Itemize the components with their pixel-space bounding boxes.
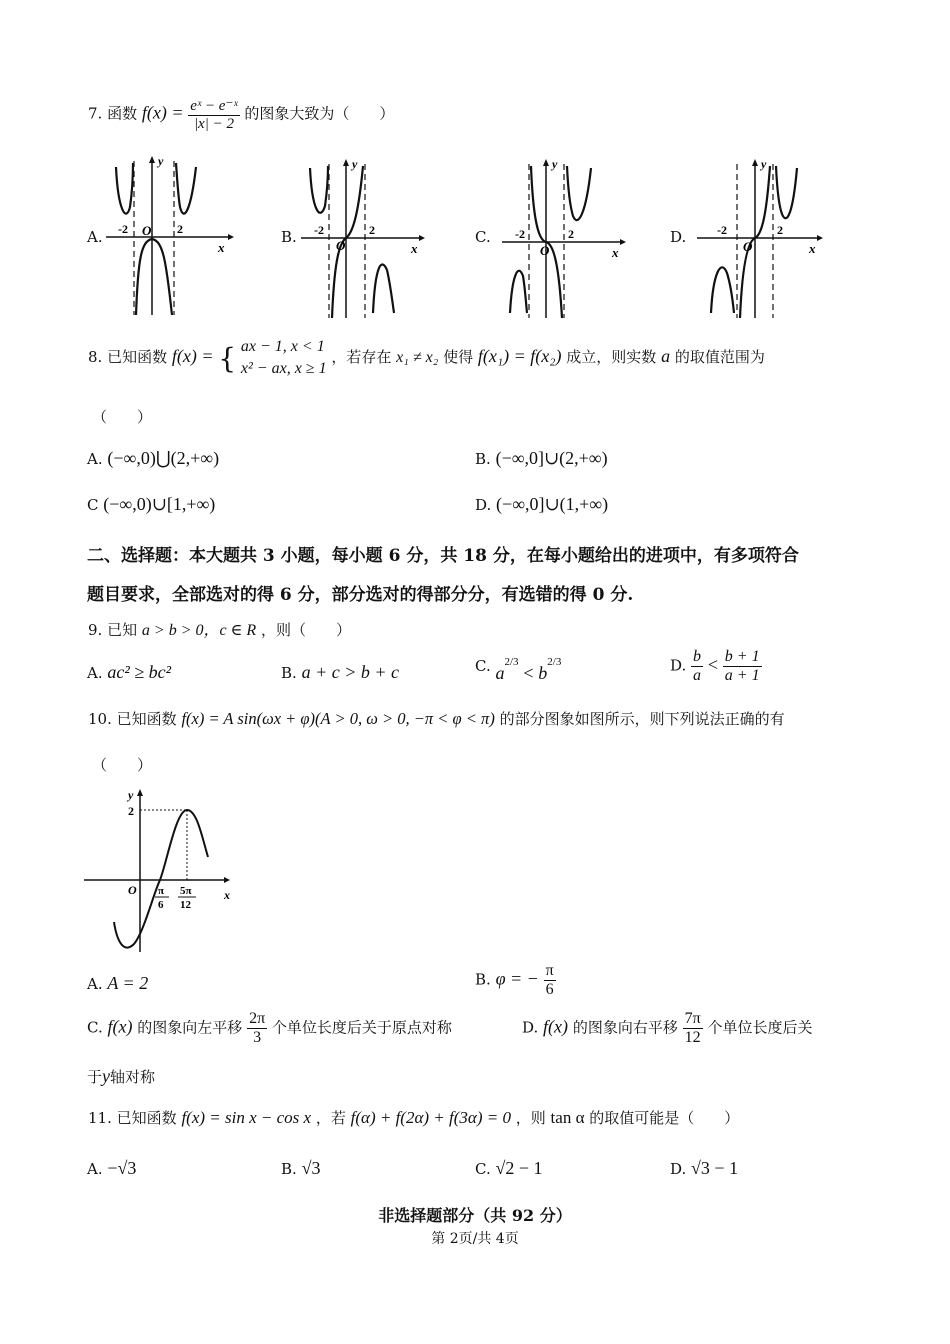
x-axis-arrow	[817, 235, 823, 241]
label-x: x	[224, 888, 230, 902]
q9-option-c[interactable]: C. $a^{2/3} < b^{2/3}$	[475, 656, 562, 683]
label-y: y	[552, 158, 558, 171]
q7-stem: 7. 函数 f(x) = $\frac{\text{eˣ − e⁻ˣ}}{|x| - 2}$ 的图象大致为（ ）	[88, 98, 395, 132]
x-axis-arrow	[228, 234, 234, 240]
label-y: y	[128, 788, 134, 802]
label-pi6-num: π	[158, 885, 165, 897]
curve-right-branch	[176, 163, 196, 214]
q11-stem: 11. 已知函数 f(x) = sin x − cos x ，若 f(α) + f(2α) + f(3α) = 0 ，则 tan α 的取值可能是（ ）	[88, 1108, 740, 1127]
label-x: x	[809, 241, 816, 256]
q7-graph-b	[301, 158, 431, 323]
curve-left-branch	[116, 163, 133, 214]
section2-heading-line2: 题目要求，全部选对的得 6 分，部分选对的得部分分，有选错的得 0 分.	[87, 585, 634, 605]
q8-option-d[interactable]: D. (−∞,0]∪(1,+∞)	[475, 494, 609, 514]
label-y: y	[761, 158, 767, 171]
label-pi6-den: 6	[158, 899, 164, 911]
curve-left-branch	[510, 271, 527, 313]
y-axis-arrow	[543, 159, 549, 166]
q8-number: 8.	[88, 348, 103, 366]
label-x: x	[218, 240, 225, 255]
x-axis-arrow	[224, 877, 230, 883]
y-axis-arrow	[752, 159, 758, 166]
q11-number: 11.	[88, 1109, 112, 1127]
q9-stem: 9. 已知 a > b > 0，c ∈ R ，则（ ）	[88, 621, 352, 639]
label-two: 2	[128, 804, 134, 818]
y-axis-arrow	[149, 156, 155, 163]
section2-heading-line1: 二、选择题：本大题共 3 小题，每小题 6 分，共 18 分，在每小题给出的进项中，有多项符合	[87, 546, 799, 566]
curve-right-branch	[567, 166, 591, 220]
q9-number: 9.	[88, 621, 103, 639]
label-neg2: -2	[118, 222, 128, 236]
q10-option-d[interactable]: D. f(x) 的图象向右平移 $\frac{7\pi}{12}$ 个单位长度后关	[522, 1010, 813, 1046]
q7-lhs: f(x) =	[141, 102, 184, 123]
q9-option-a[interactable]: A. ac² ≥ bc²	[87, 662, 172, 682]
label-neg2: -2	[515, 227, 525, 241]
q10-option-c[interactable]: C. f(x) 的图象向左平移 $\frac{2\pi}{3}$ 个单位长度后关于原点对称	[87, 1010, 452, 1046]
page-number: 第 2页/共 4页	[431, 1231, 519, 1247]
curve-left-branch	[310, 166, 328, 213]
q10-answer-paren: （ ）	[92, 756, 153, 774]
q10-option-a[interactable]: A. A = 2	[87, 973, 149, 993]
label-x: x	[411, 241, 418, 256]
curve-middle-branch	[136, 239, 172, 315]
label-origin: O	[128, 883, 137, 897]
q10-sine-graph	[84, 782, 244, 957]
label-pos2: 2	[777, 223, 783, 237]
q10-option-b[interactable]: B. φ = − $\frac{\pi}{6}$	[475, 962, 554, 998]
q10-number: 10.	[88, 710, 112, 728]
q11-option-a[interactable]: A. −√3	[87, 1158, 137, 1178]
q8-stem: 8. 已知函数 f(x) = { ax − 1, x < 1 x² − ax, x ≥ 1 ，若存在 x₁ ≠ x₂ 使得 f(x₁) = f(x₂) 成立，则实数 a 的取值范围为	[88, 336, 765, 380]
curve-right-branch	[373, 264, 394, 313]
q10-stem: 10. 已知函数 f(x) = A sin(ωx + φ)(A > 0, ω > 0, −π < φ < π) 的部分图象如图所示，则下列说法正确的有	[88, 709, 785, 728]
q9-option-d[interactable]: D. $\frac{b}{a}$ < $\frac{b + 1}{a + 1}$	[670, 648, 760, 684]
label-5pi12-den: 12	[180, 899, 191, 911]
q7-graph-c	[502, 158, 632, 323]
q8-cases: ax − 1, x < 1 x² − ax, x ≥ 1	[240, 338, 327, 377]
x-axis-arrow	[419, 235, 425, 241]
q8-brace: {	[218, 341, 237, 375]
sine-curve	[114, 810, 208, 948]
non-choice-section-title: 非选择题部分（共 92 分）	[378, 1206, 572, 1225]
y-axis-arrow	[343, 159, 349, 166]
curve-left-branch	[711, 267, 734, 313]
label-origin: O	[743, 239, 753, 254]
q8-option-c[interactable]: C (−∞,0)∪[1,+∞)	[87, 494, 216, 514]
curve-right-branch	[776, 166, 797, 218]
label-x: x	[612, 245, 619, 260]
q7-graph-d	[697, 158, 827, 323]
label-neg2: -2	[717, 223, 727, 237]
y-axis-arrow	[137, 789, 143, 796]
label-y: y	[158, 155, 164, 168]
q8-option-b[interactable]: B. (−∞,0]∪(2,+∞)	[475, 448, 608, 468]
x-axis-arrow	[620, 239, 626, 245]
label-pos2: 2	[568, 227, 574, 241]
label-neg2: -2	[314, 223, 324, 237]
label-5pi12-num: 5π	[180, 885, 192, 897]
label-y: y	[352, 158, 358, 171]
label-origin: O	[336, 238, 346, 253]
q7-fraction: $\frac{\text{eˣ − e⁻ˣ}}{|x| - 2}$	[190, 98, 238, 132]
label-pos2: 2	[177, 222, 183, 236]
q8-option-a[interactable]: A. (−∞,0)⋃(2,+∞)	[87, 448, 220, 468]
q7-number: 7.	[88, 104, 103, 123]
q7-option-d-label[interactable]: D.	[670, 228, 687, 246]
label-origin: O	[540, 243, 550, 258]
q10-option-d-continuation: 于y轴对称	[87, 1066, 156, 1086]
q8-answer-paren: （ ）	[92, 408, 153, 426]
q7-graph-a	[106, 155, 236, 320]
q9-option-b[interactable]: B. a + c > b + c	[281, 662, 399, 682]
q11-option-c[interactable]: C. √2 − 1	[475, 1158, 543, 1178]
q7-option-c-label[interactable]: C.	[475, 228, 491, 246]
q11-option-b[interactable]: B. √3	[281, 1158, 321, 1178]
q7-option-b-label[interactable]: B.	[281, 228, 297, 246]
q11-option-d[interactable]: D. √3 − 1	[670, 1158, 739, 1178]
label-origin: O	[142, 223, 152, 238]
q7-option-a-label[interactable]: A.	[87, 228, 103, 246]
label-pos2: 2	[369, 223, 375, 237]
